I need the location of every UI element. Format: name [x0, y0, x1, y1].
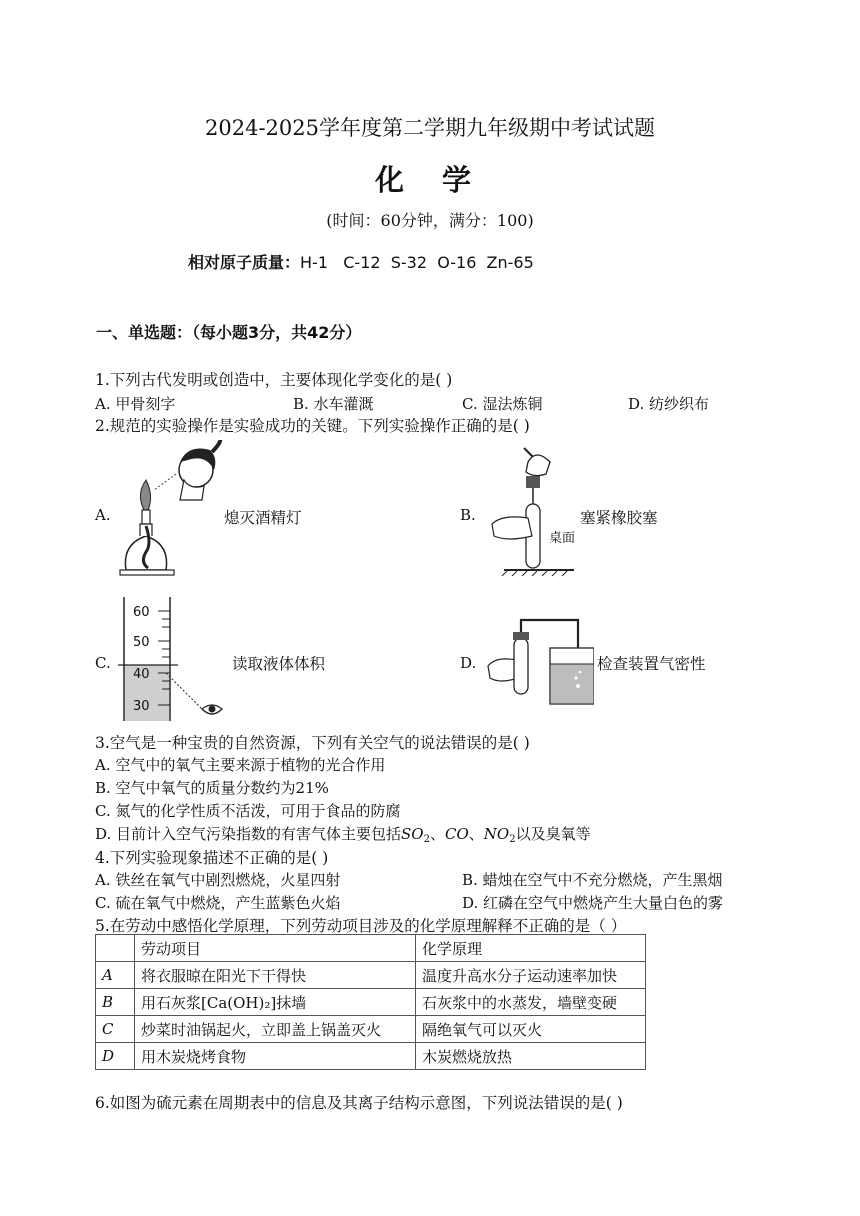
separator-2: 、: [468, 825, 484, 843]
figure-a-alcohol-lamp: [118, 440, 228, 588]
table-cell: A: [96, 962, 135, 989]
q2-desk-label: 桌面: [549, 531, 576, 546]
q4-option-a: A. 铁丝在氧气中剧烈燃烧，火星四射: [95, 871, 341, 889]
table-row: [96, 962, 646, 989]
q2-stem: 2.规范的实验操作是实验成功的关键。下列实验操作正确的是( ): [95, 417, 530, 435]
q4-option-c: C. 硫在氧气中燃烧，产生蓝紫色火焰: [95, 894, 341, 912]
q5-stem: 5.在劳动中感悟化学原理，下列劳动项目涉及的化学原理解释不正确的是（ ）: [95, 917, 627, 935]
q3-option-b: B. 空气中氧气的质量分数约为21%: [95, 779, 329, 797]
formula-co: CO: [445, 825, 469, 843]
q2-label-b: B.: [460, 506, 476, 524]
tick-label-50: 50: [133, 635, 150, 650]
q3-option-a: A. 空气中的氧气主要来源于植物的光合作用: [95, 756, 386, 774]
table-row: [96, 989, 646, 1016]
q4-option-d: D. 红磷在空气中燃烧产生大量白色的雾: [462, 894, 724, 912]
section-heading: 一、单选题：（每小题3分，共42分）: [96, 323, 362, 342]
table-row: [96, 1016, 646, 1043]
q3-option-d: [95, 823, 591, 845]
q4-stem: 4.下列实验现象描述不正确的是( ): [95, 849, 329, 867]
q5-table: [95, 934, 646, 1070]
tick-label-30: 30: [133, 699, 150, 714]
table-cell: C: [96, 1016, 135, 1043]
q2-label-a: A.: [95, 506, 111, 524]
table-cell: 温度升高水分子运动速率加快: [416, 962, 646, 989]
q2-caption-a: 熄灭酒精灯: [224, 509, 302, 527]
table-row: [96, 1043, 646, 1070]
exam-title: 2024-2025学年度第二学期九年级期中考试试题: [205, 116, 655, 140]
q2-label-d: D.: [460, 654, 477, 672]
q1-option-b: B. 水车灌溉: [293, 395, 374, 413]
q1-option-c: C. 湿法炼铜: [462, 395, 543, 413]
figure-b-rubber-stopper: [488, 446, 578, 578]
table-header-cell: 劳动项目: [135, 935, 416, 962]
atomic-mass-line: [188, 250, 534, 273]
table-cell: 将衣服晾在阳光下干得快: [135, 962, 416, 989]
q6-stem: 6.如图为硫元素在周期表中的信息及其离子结构示意图，下列说法错误的是( ): [95, 1094, 623, 1112]
q1-option-a: A. 甲骨刻字: [95, 395, 176, 413]
table-cell: D: [96, 1043, 135, 1070]
subject-title: 化 学: [374, 163, 486, 197]
table-cell: B: [96, 989, 135, 1016]
q3-stem: 3.空气是一种宝贵的自然资源，下列有关空气的说法错误的是( ): [95, 734, 530, 752]
atomic-mass-label: 相对原子质量：: [188, 253, 301, 272]
tick-label-40: 40: [133, 667, 150, 682]
separator-1: 、: [429, 825, 445, 843]
table-cell: 用木炭烧烤食物: [135, 1043, 416, 1070]
q3-option-c: C. 氮气的化学性质不活泼，可用于食品的防腐: [95, 802, 401, 820]
q2-caption-d: 检查装置气密性: [597, 655, 706, 673]
time-info: (时间：60分钟，满分：100): [326, 211, 534, 230]
table-cell: 用石灰浆[Ca(OH)₂]抹墙: [135, 989, 416, 1016]
table-header-cell: [96, 935, 135, 962]
q3-option-d-text: D. 目前计入空气污染指数的有害气体主要包括: [95, 825, 402, 843]
table-cell: 木炭燃烧放热: [416, 1043, 646, 1070]
tick-label-60: 60: [133, 605, 150, 620]
table-header-cell: 化学原理: [416, 935, 646, 962]
atomic-mass-values: H-1 C-12 S-32 O-16 Zn-65: [300, 253, 534, 272]
formula-no2: NO: [483, 825, 510, 843]
table-cell: 石灰浆中的水蒸发，墙壁变硬: [416, 989, 646, 1016]
q4-option-b: B. 蜡烛在空气中不充分燃烧，产生黑烟: [462, 871, 723, 889]
formula-no2-sub: 2: [509, 834, 516, 845]
q2-label-c: C.: [95, 654, 111, 672]
table-cell: 隔绝氧气可以灭火: [416, 1016, 646, 1043]
q3-option-d-tail: 以及臭氧等: [515, 825, 591, 843]
q2-caption-b: 塞紧橡胶塞: [580, 509, 658, 527]
table-header-row: [96, 935, 646, 962]
formula-so2-sub: 2: [423, 834, 430, 845]
figure-d-airtightness-check: [486, 616, 594, 708]
q1-stem: 1.下列古代发明或创造中，主要体现化学变化的是( ): [95, 371, 453, 389]
q1-option-d: D. 纺纱织布: [628, 395, 710, 413]
formula-so2: SO: [401, 825, 424, 843]
table-cell: 炒菜时油锅起火，立即盖上锅盖灭火: [135, 1016, 416, 1043]
q2-caption-c: 读取液体体积: [232, 655, 326, 673]
